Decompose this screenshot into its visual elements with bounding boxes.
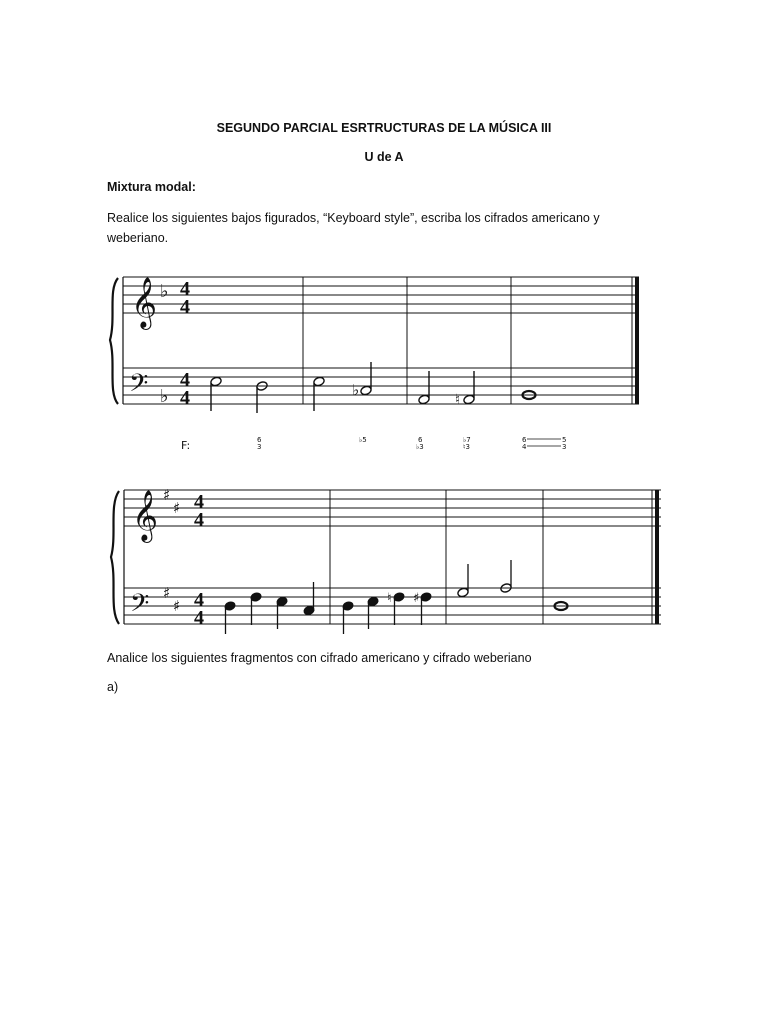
figure-number: 5 — [562, 436, 567, 444]
figure-number: ♭5 — [359, 436, 367, 444]
brace-icon — [111, 491, 119, 624]
flat-key-signature-icon: ♭ — [160, 386, 169, 407]
quarter-note — [342, 601, 354, 634]
quarter-note — [393, 592, 405, 625]
system-2-bass-staff — [124, 588, 661, 624]
treble-clef-icon: 𝄞 — [131, 277, 158, 328]
system-1-treble-staff — [123, 277, 639, 313]
analysis-instructions: Analice los siguientes fragmentos con cifrado americano y cifrado weberiano — [107, 651, 532, 665]
flat-accidental-icon: ♭ — [352, 381, 360, 399]
time-signature-denominator: 4 — [194, 607, 204, 629]
figure-number: 6 — [522, 436, 527, 444]
figure-number: 4 — [522, 443, 527, 451]
sharp-key-signature-icon: ♯ — [173, 597, 181, 615]
bass-clef-icon: 𝄢 — [129, 369, 149, 404]
half-note — [313, 376, 325, 411]
figure-number: 3 — [562, 443, 567, 451]
time-signature-numerator: 4 — [194, 491, 204, 513]
item-label-a: a) — [107, 680, 119, 694]
figure-number: 6 — [257, 436, 262, 444]
quarter-note — [250, 592, 262, 625]
figure-number: ♭3 — [416, 443, 424, 451]
document-subtitle: U de A — [364, 150, 404, 164]
key-label: F: — [181, 439, 191, 452]
natural-accidental-icon: ♮ — [455, 392, 461, 408]
document-title: SEGUNDO PARCIAL ESRTRUCTURAS DE LA MÚSICA III — [216, 121, 552, 135]
exercise-instructions: Realice los siguientes bajos figurados, “Keyboard style”, escriba los cifrados americano y weberiano. — [107, 211, 600, 245]
half-note — [463, 371, 475, 405]
quarter-note — [303, 582, 315, 616]
sharp-accidental-icon: ♯ — [413, 591, 420, 606]
bass-clef-icon: 𝄢 — [130, 589, 150, 624]
natural-accidental-icon: ♮ — [387, 591, 392, 606]
sharp-key-signature-icon: ♯ — [163, 584, 171, 602]
time-signature-denominator: 4 — [180, 387, 190, 409]
flat-key-signature-icon: ♭ — [160, 281, 169, 302]
half-note — [210, 376, 222, 411]
section-heading: Mixtura modal: — [107, 180, 196, 194]
half-note — [418, 371, 430, 405]
time-signature-numerator: 4 — [180, 369, 190, 391]
sharp-key-signature-icon: ♯ — [173, 499, 181, 517]
figure-number: 3 — [257, 443, 262, 451]
time-signature-denominator: 4 — [194, 509, 204, 531]
figure-number: ♮3 — [463, 443, 470, 451]
sharp-key-signature-icon: ♯ — [163, 486, 171, 504]
time-signature-numerator: 4 — [194, 589, 204, 611]
system-1-bass-staff — [123, 368, 639, 404]
treble-clef-icon: 𝄞 — [132, 490, 159, 541]
figure-number: ♭7 — [463, 436, 471, 444]
system-2-treble-staff — [124, 490, 661, 526]
time-signature-numerator: 4 — [180, 278, 190, 300]
half-note — [360, 362, 372, 396]
half-note — [457, 564, 469, 598]
time-signature-denominator: 4 — [180, 296, 190, 318]
figure-number: 6 — [418, 436, 423, 444]
quarter-note — [224, 601, 236, 634]
quarter-note — [420, 592, 432, 625]
system-1-bass-notes — [210, 362, 536, 413]
brace-icon — [110, 278, 118, 404]
